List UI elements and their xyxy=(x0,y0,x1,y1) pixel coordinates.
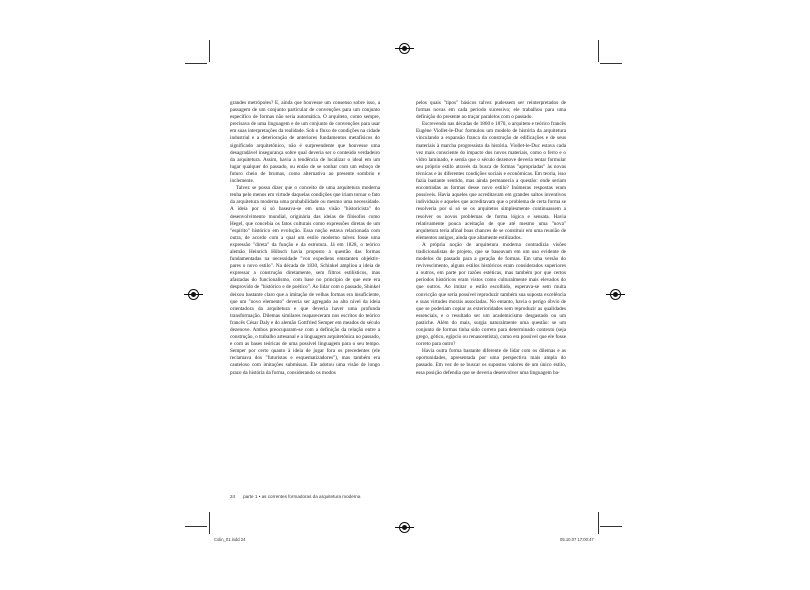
registration-mark-right xyxy=(610,289,621,300)
running-footer: parte 1 • as correntes formadoras da arquitetura moderna xyxy=(243,494,361,499)
text-column-right xyxy=(416,100,566,377)
registration-mark-bottom xyxy=(399,522,410,533)
crop-mark xyxy=(209,512,210,534)
crop-mark xyxy=(185,526,207,527)
crop-mark xyxy=(600,526,622,527)
crop-mark xyxy=(598,40,599,62)
crop-mark xyxy=(598,512,599,534)
paragraph: A própria noção de arquitetura moderna contradizia visões tradicionalistas de projeto, que se baseavam em um uso evidente de modelos do passado para a geração de formas. Em uma versão do revivescimento, alguns estilos históricos eram considerados superiores a outros, em parte por razões estéticas, mas também por que certos períodos históricos eram vistos como culturalmente mais elevados do que outros. Ao imitar o estilo escolhido, esperava-se sem muita convicção que seria possível reproduzir também sua suposta excelência e suas virtudes morais associadas. No entanto, havia o perigo óbvio de que se poderiam copiar as exterioridades sem reproduzir as qualidades essenciais, e o resultado ser um academicismo desgastado ou um pastiche. Além do mais, surgia naturalmente uma questão: se um conjunto de formas tinha sido correto para determinado contexto (seja grego, gótico, egípcio ou renascentista), como era possível que ele fosse correto para outro? xyxy=(416,241,566,348)
paragraph: pelos quais "tipos" básicos talvez pudessem ser reinterpretados de formas novas em cada período sucessivo; ele trabalhou para uma definição do presente ao traçar paralelos com o passado. xyxy=(416,100,566,121)
page-number: 24 xyxy=(230,494,236,499)
crop-mark xyxy=(185,63,207,64)
crop-mark xyxy=(209,40,210,62)
slug-file: Colin_01.indd 24 xyxy=(214,537,246,542)
paragraph: grandes metrópoles? E, ainda que houvesse um consenso sobre isso, a passagem de um conjunto particular de convenções para um conjunto específico de formas não seria automática. O arquiteto, como sempre, precisava de uma linguagem e de um conjunto de convenções para usar em suas interpretações da realidade. Sob o fluxo de condições na cidade industrial e a deterioração de anteriores fundamentos metafísicos do significado arquitetônico, não é surpreendente que houvesse uma desagradável insegurança sobre qual deveria ser o conteúdo verdadeiro da arquitetura. Assim, havia a tendência de localizar o ideal em um lugar qualquer do passado, ou então de se sonhar com um esboço de futuro cheio de brumas, como alternativa ao presente sombrio e inclemente. xyxy=(230,100,380,185)
slug-datetime: 05.10.07 17:00:47 xyxy=(560,537,594,542)
page-footer xyxy=(230,494,368,499)
paragraph: Talvez se possa dizer que o conceito de uma arquitetura moderna tenha pelo menos em virtude daquelas condições que iriam tornar o fato da arquitetura moderna uma probabilidade ou mesmo uma necessidade. A ideia por si só baseava-se em uma visão "historicista" do desenvolvimento mundial, originária das ideias de filósofos como Hegel, que concebia os fatos culturais como expressões diretas de um "espírito" histórico em evolução. Essa noção estava relacionada com outra, de acordo com a qual um estilo moderno talvez fosse uma expressão "direta" da função e da estrutura. Já em 1828, o teórico alemão Heinrich Hübsch havia proposto a questão das formas fundamentadas na necessidade "von expediens entstanten objektiv-pares o novo estilo". Na década de 1830, Schinkel ampliou a ideia de expressar a construção diretamente, sem filtros estilísticos, mas afastadas do funcionalismo, com base no princípio de que este era desprovido de "histórico e de poético". Ao lidar com o passado, Shinkel deixou bastante claro que a imitação de velhas formas era insuficiente, que um "novo elemento" deveria ser agregado ao alto nível da ideia orientadora da arquitetura e que deveria haver uma profunda transformação. Dilemas similares reapareceram nos escritos do teórico francês César Daly e do alemão Gottfried Semper em meados do século dezenove. Ambos preocuparam-se com a definição da relação entre a construção, o trabalho artesanal e a linguagem arquitetônica no passado, e com as bases teóricas de uma possível linguagem para o seu tempo. Semper por certo quanto à ideia de jogar fora os precedentes (ele reclamava dos "futuristas e esquematizadores"), mas também era cauteloso com imitações submissas. Ele adotou uma visão de longo prazo da história da forma, considerando os modos xyxy=(230,185,380,376)
registration-mark-left xyxy=(188,289,199,300)
crop-mark xyxy=(600,63,622,64)
paragraph: Escrevendo nas décadas de 1860 e 1870, o arquiteto e teórico francês Eugène Viollet-le-Duc formulou um modelo de história da arquitetura vinculando a expansão franca da construção de edificações e de seus materiais à marcha progressista da história. Viollet-le-Duc estava cada vez mais consciente do impacto dos novos materiais, como o ferro e o vidro laminado, e sentia que o século dezenove deveria tentar formular seu próprio estilo através da busca de formas "apropriadas" às novas técnicas e às diferentes condições sociais e econômicas. Em teoria, isso fazia bastante sentido, mas ainda permanecia a questão: onde seriam encontradas as formas desse novo estilo? Inúmeras respostas eram possíveis. Havia aqueles que acreditavam em grandes saltos inventivos individuais e aqueles que acreditavam que o problema de certa forma se resolveria por si só se os arquitetos simplesmente continuassem a resolver os novos problemas de forma lógica e sensata. Havia relativamente pouca aceitação de que até mesmo uma "nova" arquitetura teria afinal boas chances de se constituir em uma reunião de elementos antigos, ainda que altamente estilizados. xyxy=(416,121,566,241)
registration-mark-top xyxy=(399,43,410,54)
text-column-left xyxy=(230,100,380,377)
paragraph: Havia outra forma bastante diferente de lidar com os dilemas e as oportunidades, apresentada por uma perspectiva mais ampla do passado. Em vez de se buscar os supostos valores de um único estilo, essa posição defendia que se deveria desenvolver uma linguagem ba- xyxy=(416,348,566,376)
